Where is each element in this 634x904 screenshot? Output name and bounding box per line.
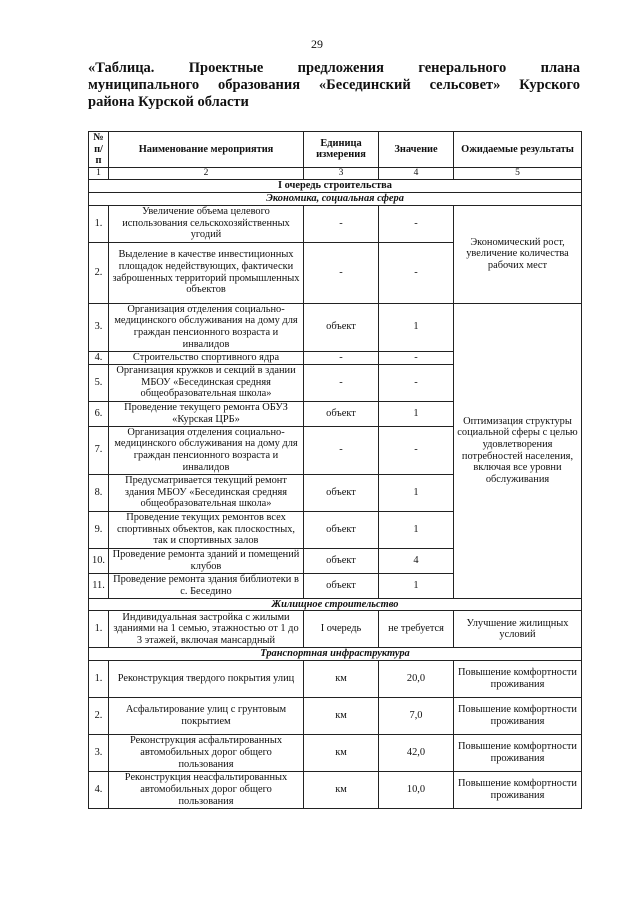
page-number: 29 [311, 37, 323, 51]
row-num: 11. [89, 573, 109, 598]
row-name: Организация кружков и секций в здании МБОУ «Бесединская средняя общеобразовательная школа» [109, 364, 304, 401]
row-unit: - [304, 426, 379, 474]
row-unit: - [304, 242, 379, 303]
row-num: 9. [89, 511, 109, 548]
row-num: 5. [89, 364, 109, 401]
row-num: 2. [89, 242, 109, 303]
row-unit: I очередь [304, 611, 379, 648]
row-num: 3. [89, 303, 109, 351]
row-name: Увеличение объема целевого использования сельскохозяйственных угодий [109, 205, 304, 242]
row-name: Проведение ремонта зданий и помещений клубов [109, 548, 304, 573]
row-num: 8. [89, 474, 109, 511]
row-unit: объект [304, 511, 379, 548]
table-row [89, 697, 582, 734]
row-num: 3. [89, 734, 109, 771]
row-value: 1 [379, 511, 454, 548]
row-value: не требуется [379, 611, 454, 648]
section-economy-title: Экономика, социальная сфера [89, 192, 582, 205]
table-row [89, 611, 582, 648]
row-name: Строительство спортивного ядра [109, 351, 304, 364]
proposals-table [88, 131, 582, 809]
row-name: Предусматривается текущий ремонт здания МБОУ «Бесединская средняя общеобразовательная школа» [109, 474, 304, 511]
row-result: Повышение комфортности проживания [454, 697, 582, 734]
header-unit: Единица измерения [304, 132, 379, 168]
row-num: 1. [89, 660, 109, 697]
social-result: Оптимизация структуры социальной сферы с целью удовлетворения потребностей населения, включая все уровни обслуживания [454, 303, 582, 598]
row-value: - [379, 426, 454, 474]
title-line-2 [88, 77, 580, 94]
row-num: 6. [89, 401, 109, 426]
row-value: - [379, 351, 454, 364]
table-row [89, 205, 582, 242]
title-word: сельсовет» [429, 77, 501, 93]
row-unit: км [304, 660, 379, 697]
row-name: Выделение в качестве инвестиционных площадок недействующих, фактически заброшенных территорий промышленных объектов [109, 242, 304, 303]
row-value: - [379, 205, 454, 242]
stage-row [89, 180, 582, 193]
row-num: 2. [89, 697, 109, 734]
table-header-row [89, 132, 582, 168]
row-name: Реконструкция твердого покрытия улиц [109, 660, 304, 697]
row-name: Проведение текущих ремонтов всех спортивных объектов, как плоскостных, так и спортивных залов [109, 511, 304, 548]
row-num: 4. [89, 351, 109, 364]
row-num: 4. [89, 771, 109, 808]
row-name: Реконструкция неасфальтированных автомобильных дорог общего пользования [109, 771, 304, 808]
title-word: «Таблица. [88, 60, 155, 76]
title-word: образования [217, 77, 301, 93]
row-value: 20,0 [379, 660, 454, 697]
stage-title: I очередь строительства [89, 180, 582, 193]
header-name: Наименование мероприятия [109, 132, 304, 168]
row-name: Проведение текущего ремонта ОБУЗ «Курская ЦРБ» [109, 401, 304, 426]
economy-result: Экономический рост, увеличение количества рабочих мест [454, 205, 582, 303]
row-unit: объект [304, 474, 379, 511]
row-value: - [379, 364, 454, 401]
row-result: Повышение комфортности проживания [454, 771, 582, 808]
row-value: 7,0 [379, 697, 454, 734]
title-word: предложения [297, 60, 385, 76]
row-unit: объект [304, 401, 379, 426]
title-word: «Бесединский [318, 77, 411, 93]
row-value: 1 [379, 401, 454, 426]
row-value: 1 [379, 573, 454, 598]
column-number: 5 [454, 167, 582, 180]
row-name: Реконструкция асфальтированных автомобильных дорог общего пользования [109, 734, 304, 771]
section-row [89, 648, 582, 661]
row-num: 1. [89, 205, 109, 242]
title-word: муниципального [88, 77, 200, 93]
row-unit: - [304, 364, 379, 401]
column-number: 1 [89, 167, 109, 180]
row-num: 7. [89, 426, 109, 474]
section-row [89, 192, 582, 205]
row-name: Асфальтирование улиц с грунтовым покрытием [109, 697, 304, 734]
table-row [89, 771, 582, 808]
row-unit: объект [304, 573, 379, 598]
row-num: 10. [89, 548, 109, 573]
section-transport-title: Транспортная инфраструктура [89, 648, 582, 661]
row-value: - [379, 242, 454, 303]
row-unit: объект [304, 548, 379, 573]
title-line-3: района Курской области [88, 94, 249, 110]
title-word: генерального [418, 60, 507, 76]
row-unit: объект [304, 303, 379, 351]
row-value: 1 [379, 474, 454, 511]
column-number-row [89, 167, 582, 180]
row-result: Улучшение жилищных условий [454, 611, 582, 648]
row-name: Проведение ремонта здания библиотеки в с. Беседино [109, 573, 304, 598]
row-value: 42,0 [379, 734, 454, 771]
column-number: 4 [379, 167, 454, 180]
row-num: 1. [89, 611, 109, 648]
row-unit: км [304, 771, 379, 808]
table-row [89, 660, 582, 697]
row-value: 10,0 [379, 771, 454, 808]
header-result: Ожидаемые результаты [454, 132, 582, 168]
page-title [88, 60, 580, 111]
row-unit: км [304, 697, 379, 734]
section-housing-title: Жилищное строительство [89, 598, 582, 611]
column-number: 3 [304, 167, 379, 180]
title-line-1 [88, 60, 580, 77]
row-result: Повышение комфортности проживания [454, 734, 582, 771]
section-row [89, 598, 582, 611]
title-word: Курского [519, 77, 580, 93]
title-word: Проектные [188, 60, 264, 76]
row-value: 4 [379, 548, 454, 573]
row-name: Организация отделения социально-медицинского обслуживания на дому для граждан пенсионного возраста и инвалидов [109, 426, 304, 474]
header-value: Значение [379, 132, 454, 168]
row-value: 1 [379, 303, 454, 351]
row-name: Индивидуальная застройка с жилыми зданиями на 1 семью, этажностью от 1 до 3 этажей, включая мансардный [109, 611, 304, 648]
table-row [89, 734, 582, 771]
table-row [89, 303, 582, 351]
title-word: плана [540, 60, 580, 76]
row-unit: км [304, 734, 379, 771]
header-num: № п/п [89, 132, 109, 168]
row-result: Повышение комфортности проживания [454, 660, 582, 697]
row-unit: - [304, 351, 379, 364]
column-number: 2 [109, 167, 304, 180]
row-unit: - [304, 205, 379, 242]
row-name: Организация отделения социально-медицинского обслуживания на дому для граждан пенсионного возраста и инвалидов [109, 303, 304, 351]
